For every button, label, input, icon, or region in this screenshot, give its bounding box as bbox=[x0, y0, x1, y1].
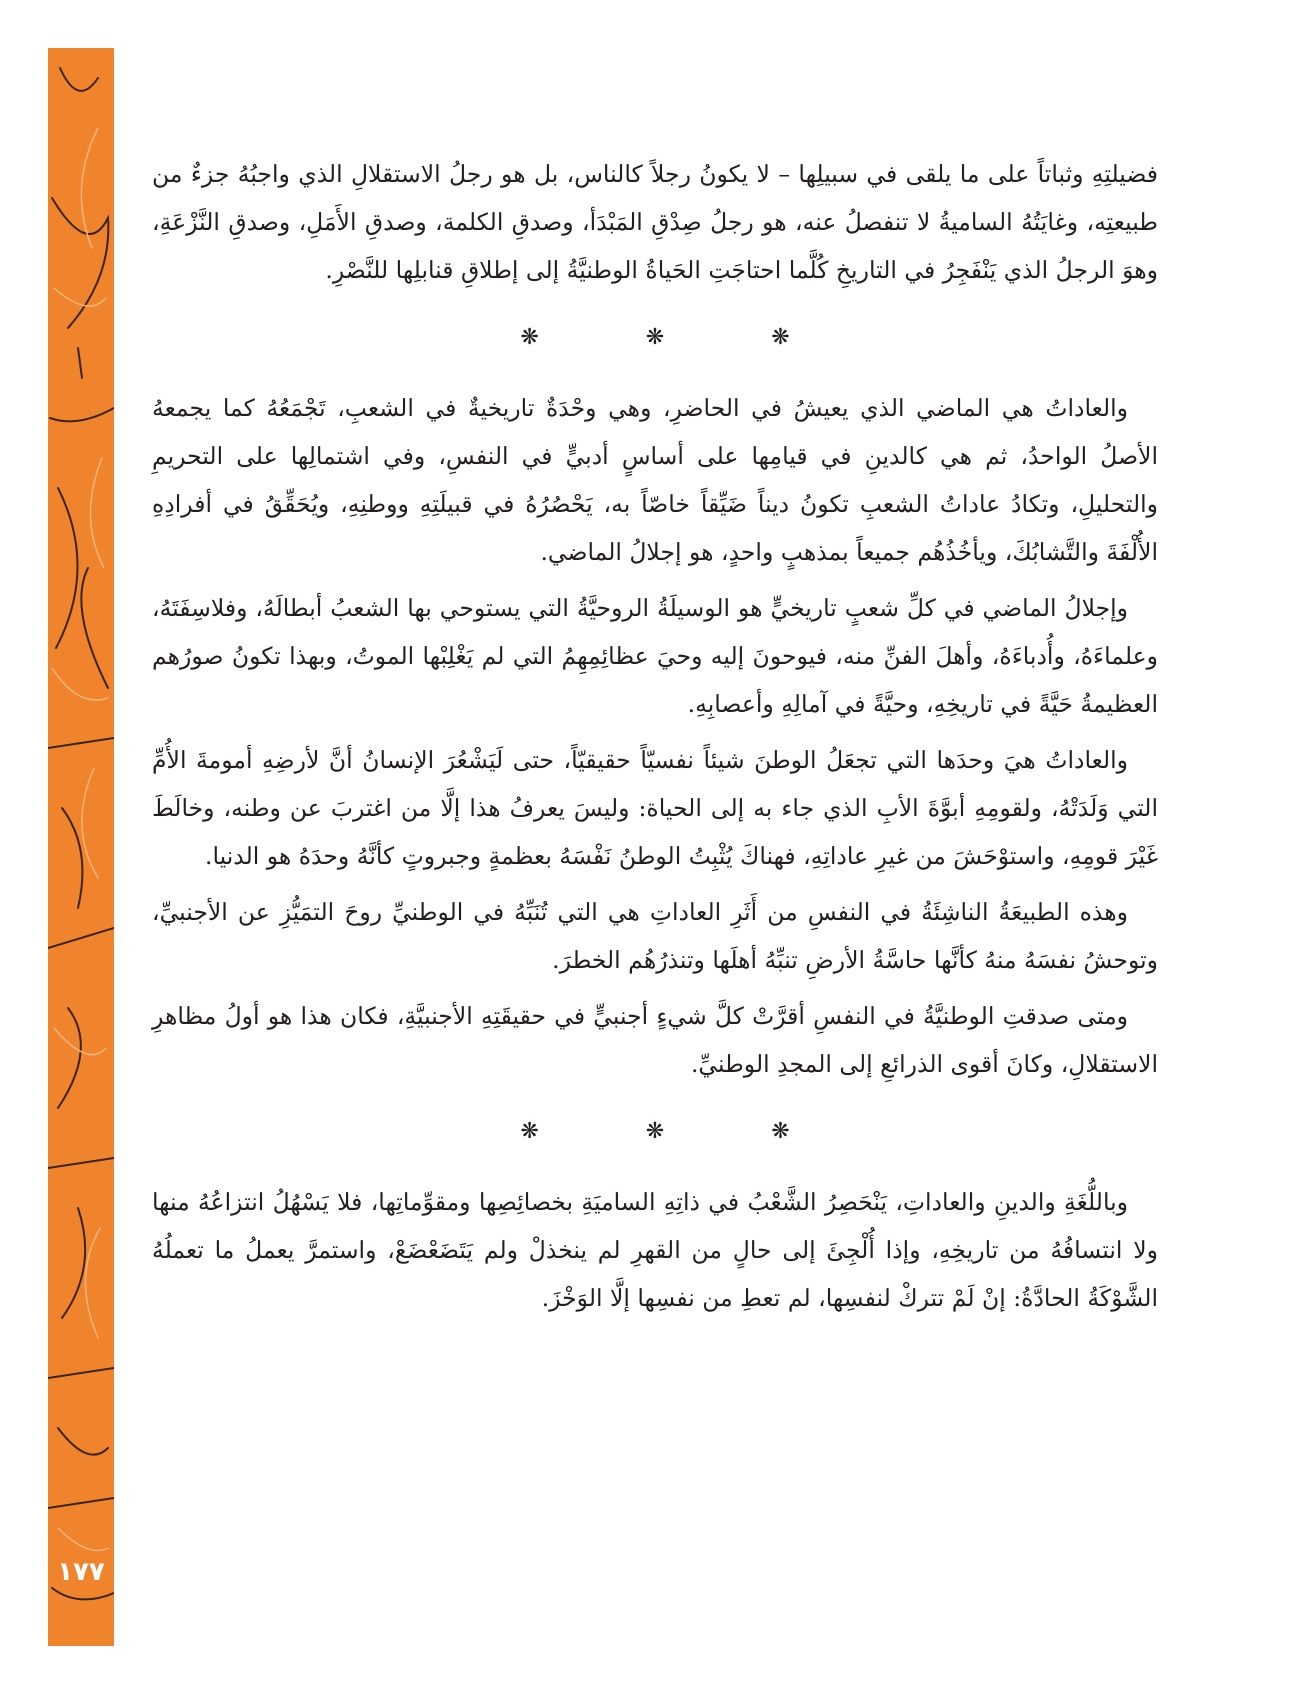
paragraph: والعاداتُ هي الماضي الذي يعيشُ في الحاضرِ، وهي وحْدَةٌ تاريخيةٌ في الشعبِ، تَجْمَعُهُ كما يجمعهُ الأصلُ الواحدُ، ثم هي كالدينِ في قيامِها على أساسٍ أدبيٍّ في النفسِ، وفي اشتمالِها على التحريمِ والتحليلِ، وتكادُ عاداتُ الشعبِ تكونُ ديناً ضَيِّقاً خاصّاً به، يَحْصُرُهُ في قبيلَتِهِ ووطنِهِ، ويُحَقِّقُ في أفرادِهِ الأُلْفَةَ والتَّشابُكَ، ويأخُذُهُم جميعاً بمذهبٍ واحدٍ، هو إجلالُ الماضي. bbox=[152, 394, 1158, 566]
page-content bbox=[152, 150, 1158, 1330]
band-pattern bbox=[48, 48, 114, 1646]
paragraph: والعاداتُ هيَ وحدَها التي تجعَلُ الوطنَ شيئاً نفسيّاً حقيقيّاً، حتى لَيَشْعُرَ الإنسانُ أنَّ لأرضِهِ أمومةَ الأُمِّ التي وَلَدَتْهُ، ولقومِهِ أبوَّةَ الأبِ الذي جاء به إلى الحياة: وليسَ يعرفُ هذا إلَّا من اغتربَ عن وطنه، وخالَطَ غَيْرَ قومِهِ، واستوْحَشَ من غيرِ عاداتِهِ، فهناكَ يُثْبِتُ الوطنُ نَفْسَهُ بعظمةٍ وجبروتٍ كأنَّهُ وحدَهُ هو الدنيا. bbox=[152, 746, 1158, 870]
side-decorative-band bbox=[48, 48, 114, 1646]
section-divider: ❋ ❋ ❋ bbox=[520, 1119, 840, 1144]
section-divider: ❋ ❋ ❋ bbox=[520, 325, 840, 350]
paragraph: فضيلتِهِ وثباتاً على ما يلقى في سبيلِها – لا يكونُ رجلاً كالناس، بل هو رجلُ الاستقلالِ الذي واجبُهُ جزءٌ من طبيعتِه، وغايَتُهُ الساميةُ لا تنفصلُ عنه، هو رجلُ صِدْقِ المَبْدَأ، وصدقِ الكلمة، وصدقِ الأَمَلِ، وصدقِ النَّزْعَةِ، وهوَ الرجلُ الذي يَنْفَجِرُ في التاريخِ كُلَّما احتاجَتِ الحَياةُ الوطنيَّةُ إلى إطلاقِ قنابلِها للنَّصْرِ. bbox=[152, 160, 1158, 284]
paragraph: وهذه الطبيعَةُ الناشِئَةُ في النفسِ من أَثَرِ العاداتِ هي التي تُنَبِّهُ في الوطنيِّ روحَ التمَيُّزِ عن الأجنبيِّ، وتوحشُ نفسَهُ منهُ كأنَّها حاسَّةُ الأرضِ تنبِّهُ أهلَها وتنذرُهُم الخطرَ. bbox=[152, 898, 1158, 974]
paragraph: ومتى صدقتِ الوطنيَّةُ في النفسِ أقرَّتْ كلَّ شيءٍ أجنبيٍّ في حقيقَتِهِ الأجنبيَّةِ، فكان هذا هو أولُ مظاهرِ الاستقلالِ، وكانَ أقوى الذرائعِ إلى المجدِ الوطنيِّ. bbox=[152, 1002, 1158, 1078]
page-number: ١٧٧ bbox=[57, 1557, 105, 1587]
paragraph: وباللُّغَةِ والدينِ والعاداتِ، يَنْحَصِرُ الشَّعْبُ في ذاتِهِ الساميَةِ بخصائِصِها ومقوِّماتِها، فلا يَسْهُلُ انتزاعُهُ منها ولا انتسافُهُ من تاريخِهِ، وإذا أُلْجِئَ إلى حالٍ من القهرِ لم ينخذلْ ولم يَتَضَعْضَعْ، واستمرَّ يعملُ ما تعملُهُ الشَّوْكَةُ الحادَّةُ: إنْ لَمْ تتركْ لنفسِها، لم تعطِ من نفسِها إلَّا الوَخْزَ. bbox=[152, 1188, 1158, 1312]
paragraph: وإجلالُ الماضي في كلِّ شعبٍ تاريخيٍّ هو الوسيلَةُ الروحيَّةُ التي يستوحي بها الشعبُ أبطالَهُ، وفلاسِفَتَهُ، وعلماءَهُ، وأُدباءَهُ، وأهلَ الفنِّ منه، فيوحونَ إليه وحيَ عظائِمِهِمُ التي لم يَغْلِبْها الموتُ، وبهذا تكونُ صورُهم العظيمةُ حَيَّةً في تاريخِهِ، وحيَّةً في آمالِهِ وأعصابِهِ. bbox=[152, 594, 1158, 718]
